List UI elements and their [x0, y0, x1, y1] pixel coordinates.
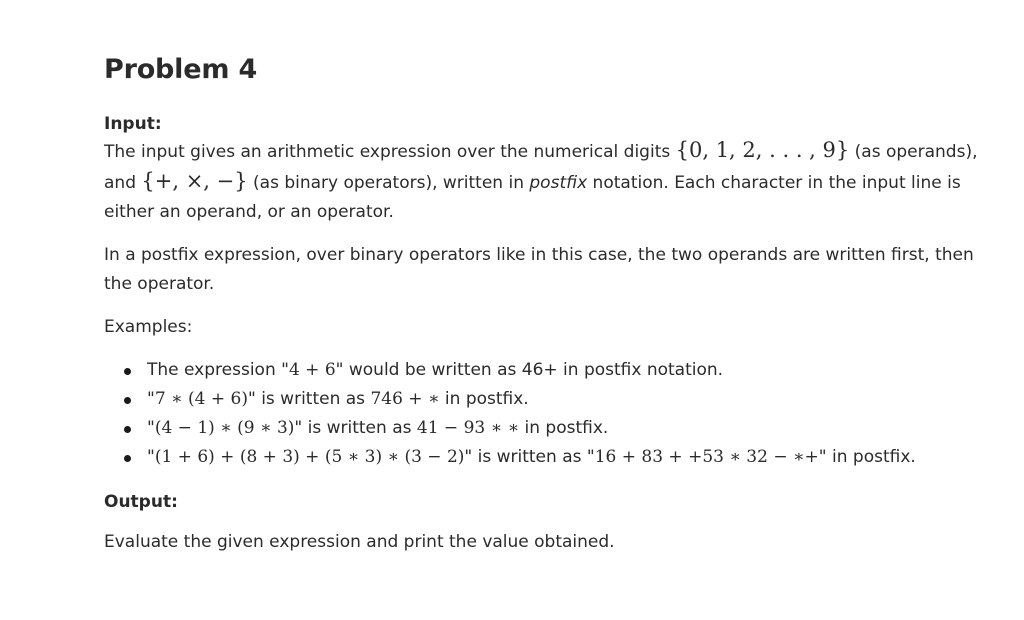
list-item [147, 385, 984, 414]
page-title: Problem 4 [104, 54, 258, 85]
postfix-explanation: In a postfix expression, over binary operators like in this case, the two operands are written first, then the operator. [104, 245, 974, 294]
examples-label: Examples: [104, 317, 193, 337]
input-text-part4: notation. Each character in the input line is either an operand, or an operator. [104, 173, 961, 222]
postfix-emphasis: postfix [529, 173, 588, 193]
output-description: Evaluate the given expression and print the value obtained. [104, 532, 615, 552]
example-text: " in postfix. [818, 447, 916, 467]
input-text-part3: (as binary operators), written in [247, 173, 530, 193]
example-infix-math: (4 − 1) ∗ (9 ∗ 3) [154, 418, 295, 438]
example-infix-math: 4 + 6 [288, 360, 336, 380]
example-text: in postfix. [439, 389, 529, 409]
example-postfix-math: 746 + ∗ [370, 389, 440, 409]
example-text: " is written as [294, 418, 417, 438]
input-text-part1: The input gives an arithmetic expression over the numerical digits [104, 142, 676, 162]
example-infix-math: (1 + 6) + (8 + 3) + (5 ∗ 3) ∗ (3 − 2) [154, 447, 465, 467]
example-text: " [147, 418, 155, 438]
example-text: in postfix. [519, 418, 609, 438]
example-text: " [147, 389, 155, 409]
output-section-label: Output: [104, 492, 178, 512]
example-postfix-math: 41 − 93 ∗ ∗ [416, 418, 520, 438]
example-postfix-math: 16 + 83 + +53 ∗ 32 − ∗+ [594, 447, 819, 467]
example-text: " would be written as 46+ in postfix notation. [335, 360, 724, 380]
input-section-label: Input: [104, 114, 162, 134]
examples-list [104, 356, 984, 472]
input-description [104, 136, 984, 227]
problem-document [104, 52, 984, 557]
example-text: " [147, 447, 155, 467]
list-item [147, 443, 984, 472]
input-text-part2: (as operands), and [104, 142, 978, 193]
list-item [147, 356, 984, 385]
example-text: The expression " [147, 360, 289, 380]
operators-set-math: {+, ×, −} [141, 169, 248, 193]
list-item [147, 414, 984, 443]
example-text: " is written as [247, 389, 371, 409]
example-text: " is written as " [464, 447, 595, 467]
digits-set-math: {0, 1, 2, . . . , 9} [675, 138, 850, 162]
example-infix-math: 7 ∗ (4 + 6) [154, 389, 248, 409]
